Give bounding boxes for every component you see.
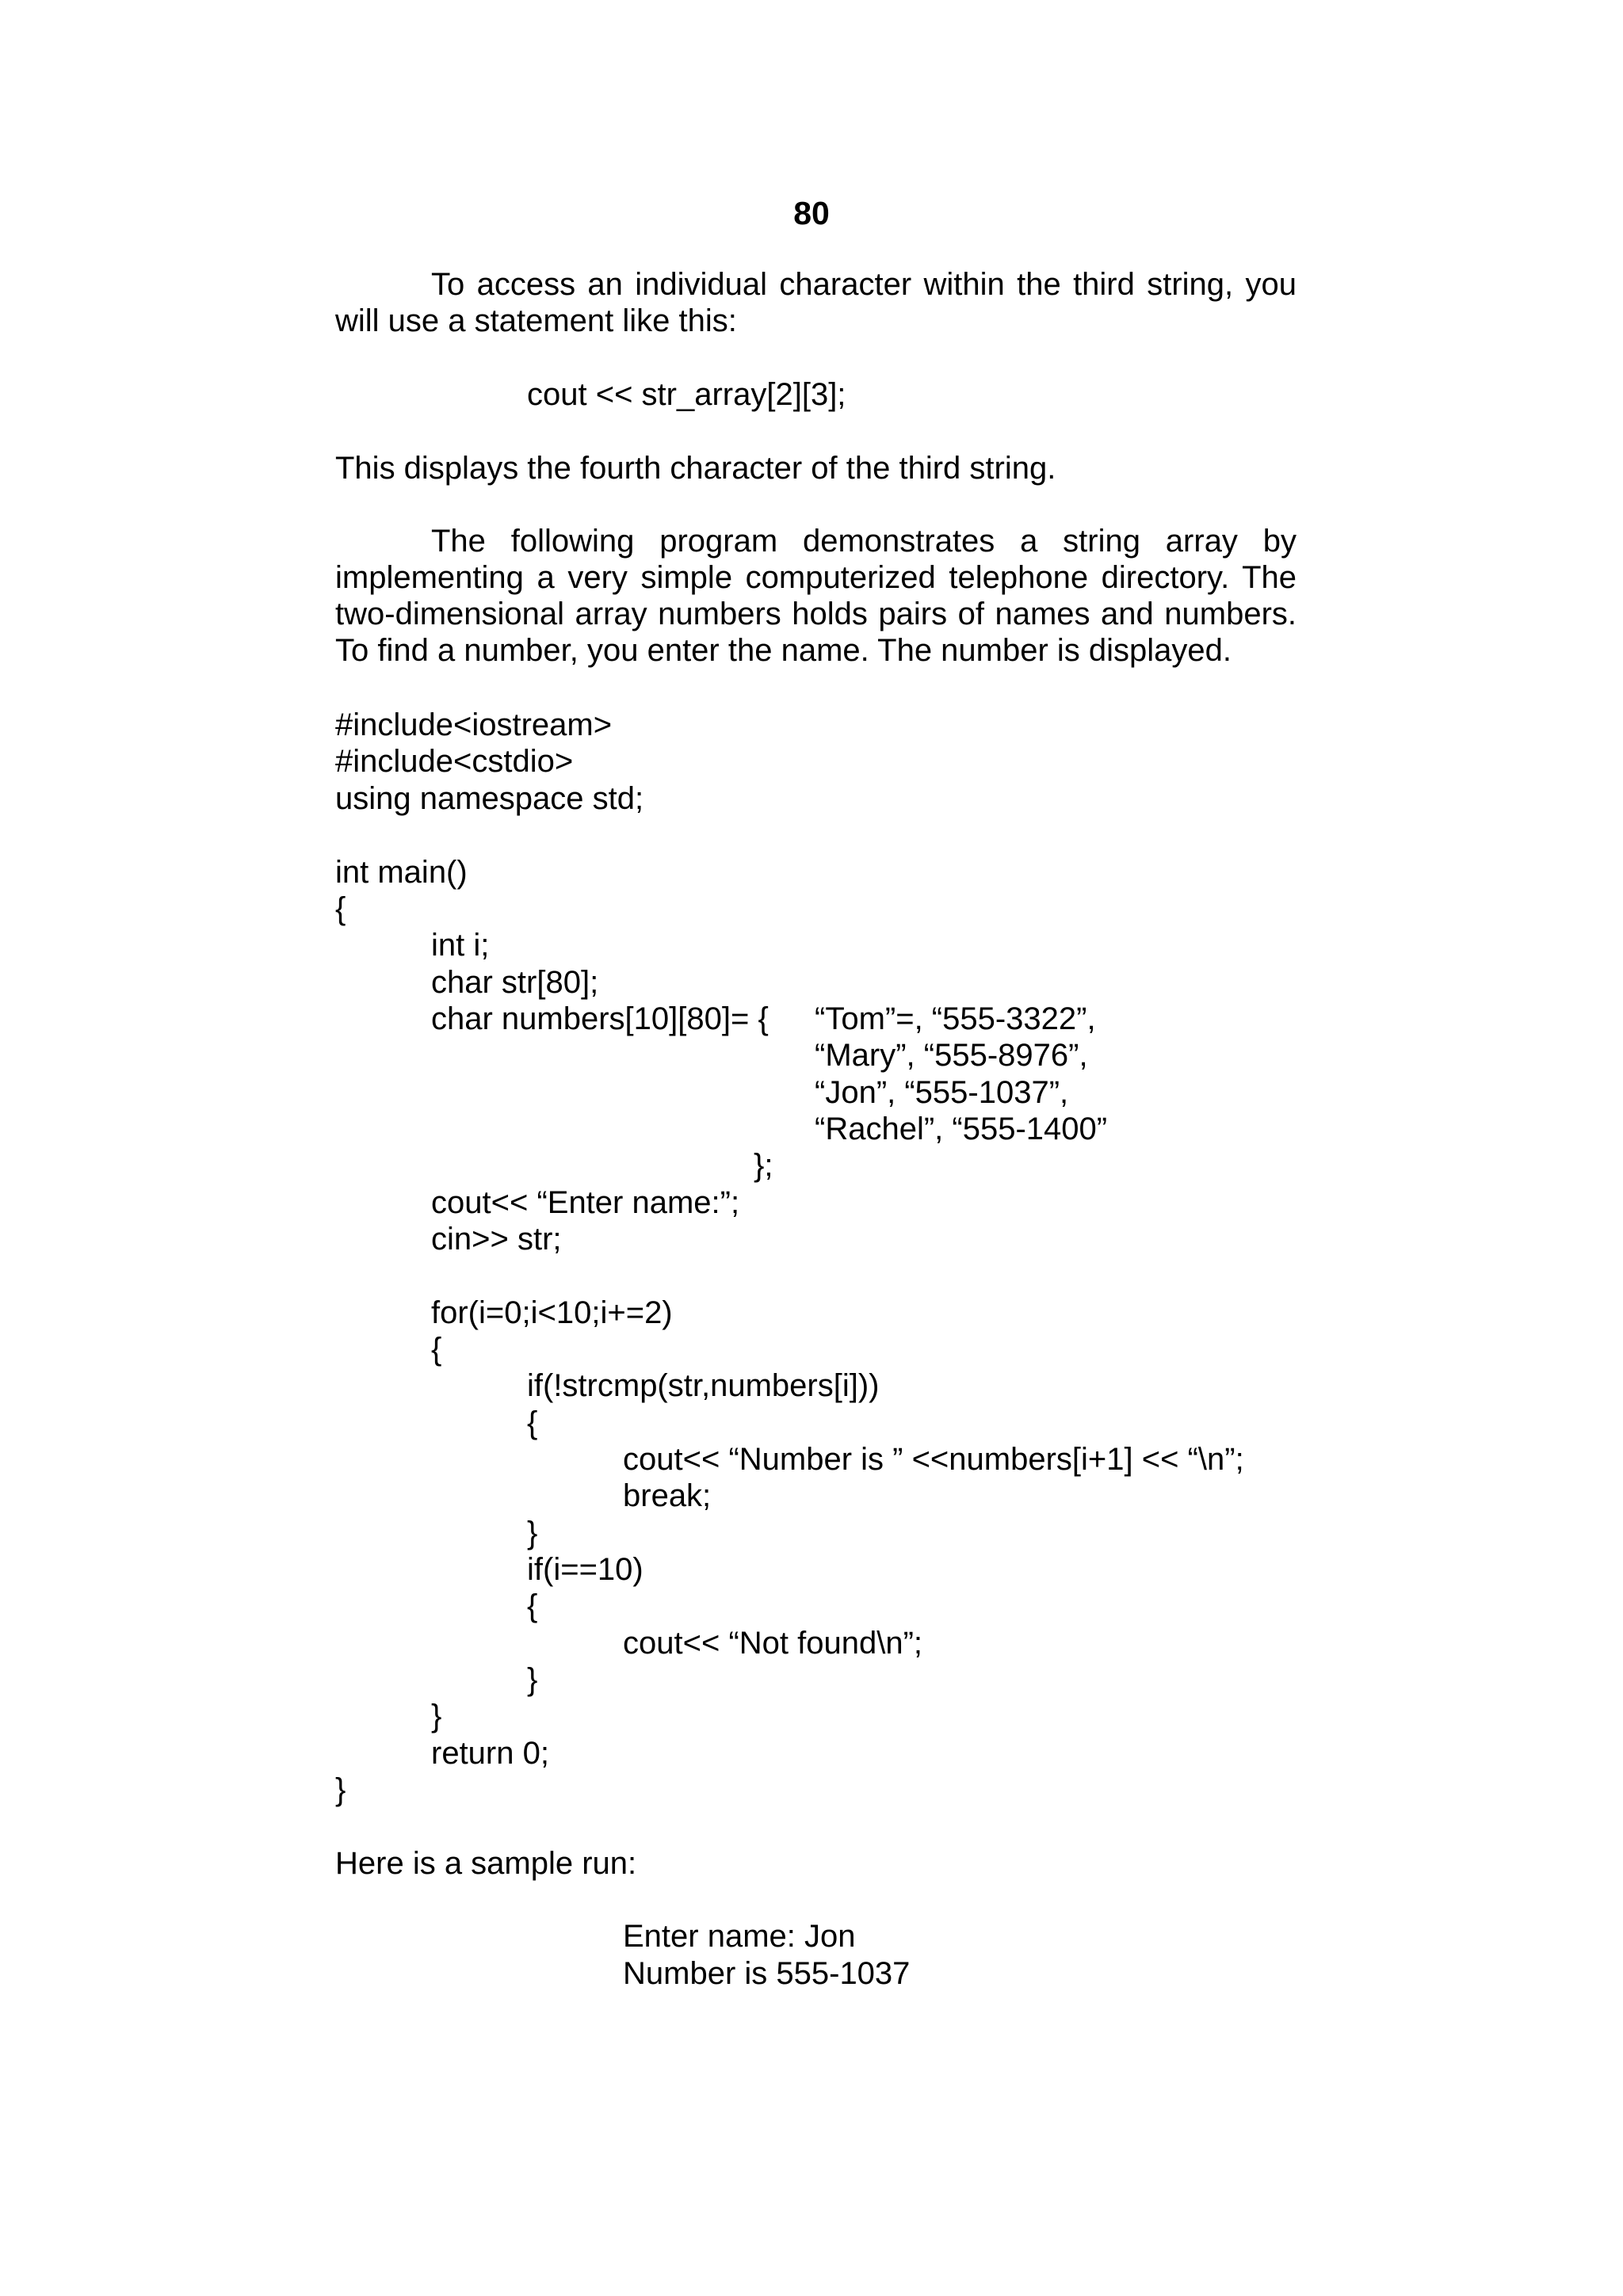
description-line-1: The following program demonstrates a string array by	[431, 524, 1296, 559]
code-init-row-2: “Mary”, “555-8976”,	[815, 1038, 1088, 1073]
intro-line-2: will use a statement like this:	[335, 303, 737, 338]
sample-run-line-1: Enter name: Jon	[623, 1919, 856, 1954]
intro-line-1: To access an individual character within the third string, you	[431, 267, 1296, 302]
code-break: break;	[623, 1478, 712, 1513]
code-not-found: cout<< “Not found\n”;	[623, 1626, 923, 1661]
code-init-close: };	[754, 1148, 773, 1183]
code-init-row-1: “Tom”=, “555-3322”,	[815, 1001, 1096, 1036]
intro-paragraph	[335, 266, 1296, 339]
code-if-ten: if(i==10)	[527, 1552, 643, 1587]
code-init-row-4: “Rachel”, “555-1400”	[815, 1112, 1108, 1146]
description-line-2: implementing a very simple computerized telephone directory. The	[335, 560, 1296, 595]
code-main-close-brace: }	[335, 1772, 346, 1807]
code-if2-open-brace: {	[527, 1589, 538, 1623]
page-number: 80	[793, 195, 830, 231]
fourth-char-note: This displays the fourth character of the third string.	[335, 451, 1056, 486]
code-read: cin>> str;	[431, 1222, 562, 1257]
code-prompt: cout<< “Enter name:”;	[431, 1185, 740, 1220]
code-include-iostream: #include<iostream>	[335, 707, 613, 742]
code-main-signature: int main()	[335, 855, 468, 890]
code-if1-open-brace: {	[527, 1405, 538, 1440]
code-if-strcmp: if(!strcmp(str,numbers[i]))	[527, 1368, 880, 1403]
code-for-statement: for(i=0;i<10;i+=2)	[431, 1295, 673, 1330]
code-for-open-brace: {	[431, 1332, 442, 1367]
sample-run-intro: Here is a sample run:	[335, 1846, 637, 1881]
code-decl-numbers: char numbers[10][80]= {	[431, 1001, 769, 1036]
code-include-cstdio: #include<cstdio>	[335, 744, 574, 779]
example-statement: cout << str_array[2][3];	[527, 377, 846, 412]
description-line-4: To find a number, you enter the name. The number is displayed.	[335, 633, 1232, 668]
description-paragraph	[335, 523, 1296, 669]
code-for-close-brace: }	[431, 1699, 442, 1733]
code-return: return 0;	[431, 1736, 549, 1771]
code-if1-close-brace: }	[527, 1516, 538, 1550]
sample-run-line-2: Number is 555-1037	[623, 1956, 911, 1991]
code-main-open-brace: {	[335, 891, 346, 926]
code-using-namespace: using namespace std;	[335, 781, 644, 816]
code-print-number: cout<< “Number is ” <<numbers[i+1] << “\n”;	[623, 1442, 1244, 1477]
description-line-3: two-dimensional array numbers holds pairs of names and numbers.	[335, 597, 1296, 631]
code-decl-str: char str[80];	[431, 965, 599, 1000]
code-init-row-3: “Jon”, “555-1037”,	[815, 1075, 1069, 1110]
code-if2-close-brace: }	[527, 1662, 538, 1697]
code-decl-i: int i;	[431, 928, 490, 963]
